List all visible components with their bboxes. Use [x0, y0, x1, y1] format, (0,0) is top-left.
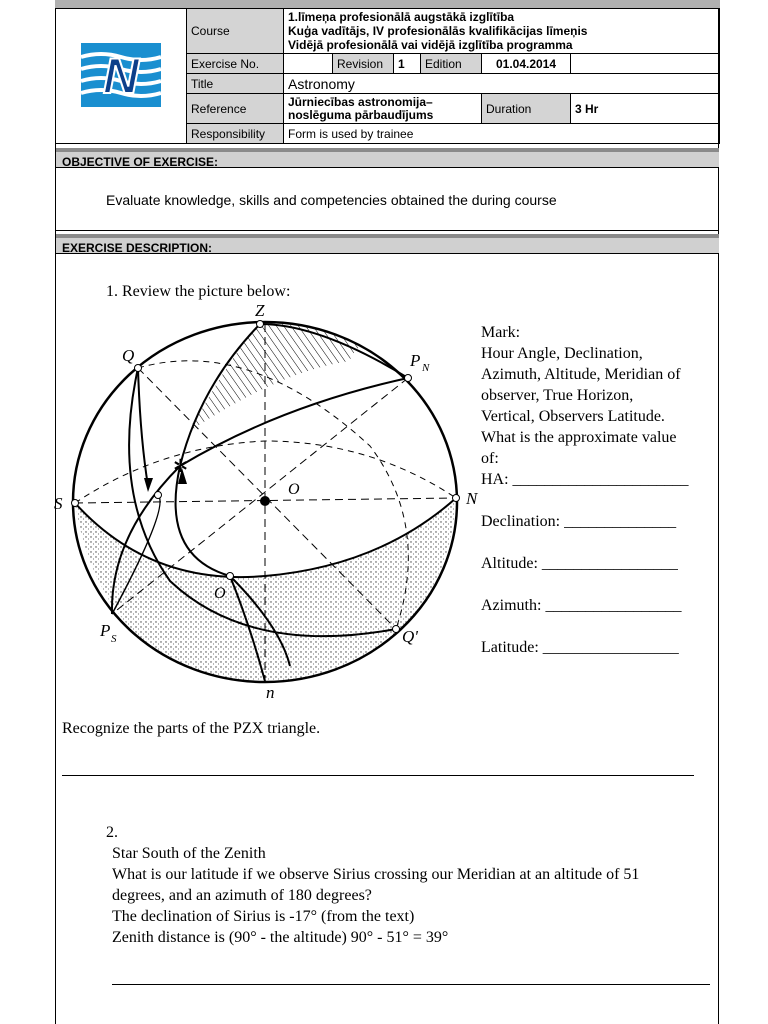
star-icon: ✲: [173, 456, 189, 477]
point-o-lower: [227, 573, 234, 580]
label-pn: P: [410, 351, 421, 370]
reference-label: Reference: [187, 94, 284, 124]
company-logo: [75, 39, 167, 111]
mark-line-2: Hour Angle, Declination,: [481, 345, 643, 362]
responsibility-label: Responsibility: [187, 124, 284, 144]
course-line-1: 1.līmeņa profesionālā augstākā izglītība: [288, 10, 515, 24]
label-s: S: [54, 494, 63, 513]
title-value: Astronomy: [284, 74, 720, 94]
reference-value: Jūrniecības astronomija– noslēguma pārbaudījums: [284, 94, 482, 124]
label-ps: P: [100, 621, 111, 640]
q2-line-2: What is our latitude if we observe Sirius crossing our Meridian at an altitude of 51: [112, 866, 640, 883]
mark-line-1: Mark:: [481, 324, 521, 341]
duration-value: 3 Hr: [571, 94, 720, 124]
exercise-no-label: Exercise No.: [187, 54, 284, 74]
label-z: Z: [255, 301, 265, 320]
exercise-no-value: [284, 54, 333, 74]
answer-line-1[interactable]: [62, 775, 694, 776]
q2-number: 2.: [106, 824, 118, 841]
edition-extra: [571, 54, 720, 74]
celestial-sphere-diagram: [50, 296, 490, 706]
point-q: [135, 365, 142, 372]
point-n: [453, 495, 460, 502]
label-o-lower: O: [214, 585, 226, 602]
label-q: Q: [122, 346, 135, 365]
altitude-field[interactable]: Altitude: _________________: [481, 555, 678, 572]
answer-line-2[interactable]: [112, 984, 710, 985]
q2-line-3: degrees, and an azimuth of 180 degrees?: [112, 887, 372, 904]
point-z: [257, 321, 264, 328]
mark-line-3: Azimuth, Altitude, Meridian of: [481, 366, 681, 383]
objective-heading: OBJECTIVE OF EXERCISE:: [56, 148, 719, 168]
revision-value: 1: [394, 54, 421, 74]
azimuth-field[interactable]: Azimuth: _________________: [481, 597, 682, 614]
label-q-prime: Q': [402, 627, 418, 646]
q2-line-4: The declination of Sirius is -17° (from the text): [112, 908, 415, 925]
mark-line-5: Vertical, Observers Latitude.: [481, 408, 665, 425]
divider: [56, 230, 719, 231]
arrow-head: [144, 478, 153, 492]
title-label: Title: [187, 74, 284, 94]
duration-label: Duration: [482, 94, 571, 124]
label-o-center: O: [288, 481, 300, 498]
responsibility-value: Form is used by trainee: [284, 124, 720, 144]
course-line-2: Kuģa vadītājs, IV profesionālās kvalifikācijas līmeņis: [288, 24, 588, 38]
recognize-text: Recognize the parts of the PZX triangle.: [62, 720, 321, 737]
ha-field[interactable]: HA: ______________________: [481, 471, 689, 488]
description-heading: EXERCISE DESCRIPTION:: [56, 234, 719, 254]
edition-label: Edition: [421, 54, 482, 74]
edition-value: 01.04.2014: [482, 54, 571, 74]
q2-line-1: Star South of the Zenith: [112, 845, 266, 862]
revision-label: Revision: [333, 54, 394, 74]
q1-intro: 1. Review the picture below:: [106, 283, 291, 300]
logo-letter: N: [102, 47, 140, 104]
header-table: [55, 8, 720, 144]
mark-line-7: of:: [481, 450, 499, 467]
course-line-3: Vidējā profesionālā vai vidējā izglītība programma: [288, 38, 573, 52]
point-q-prime: [393, 626, 400, 633]
objective-text: Evaluate knowledge, skills and competencies obtained the during course: [106, 192, 557, 208]
point-s: [72, 500, 79, 507]
label-n: N: [466, 489, 478, 508]
latitude-field[interactable]: Latitude: _________________: [481, 639, 679, 656]
logo-cell: [56, 9, 187, 144]
q2-block: [112, 843, 712, 948]
mark-block: [481, 322, 717, 658]
declination-field[interactable]: Declination: ______________: [481, 513, 677, 530]
center-point: [260, 496, 270, 506]
course-label: Course: [187, 9, 284, 54]
label-pn-sub: N: [422, 362, 430, 374]
meridian-arrow-line: [138, 368, 148, 486]
course-value: [284, 9, 720, 54]
mark-line-4: observer, True Horizon,: [481, 387, 634, 404]
point-pn: [405, 375, 412, 382]
mark-line-6: What is the approximate value: [481, 429, 677, 446]
label-ps-sub: S: [111, 633, 117, 645]
point-x: [155, 492, 162, 499]
label-nadir: n: [266, 683, 275, 702]
q2-line-5: Zenith distance is (90° - the altitude) 90° - 51° = 39°: [112, 929, 449, 946]
